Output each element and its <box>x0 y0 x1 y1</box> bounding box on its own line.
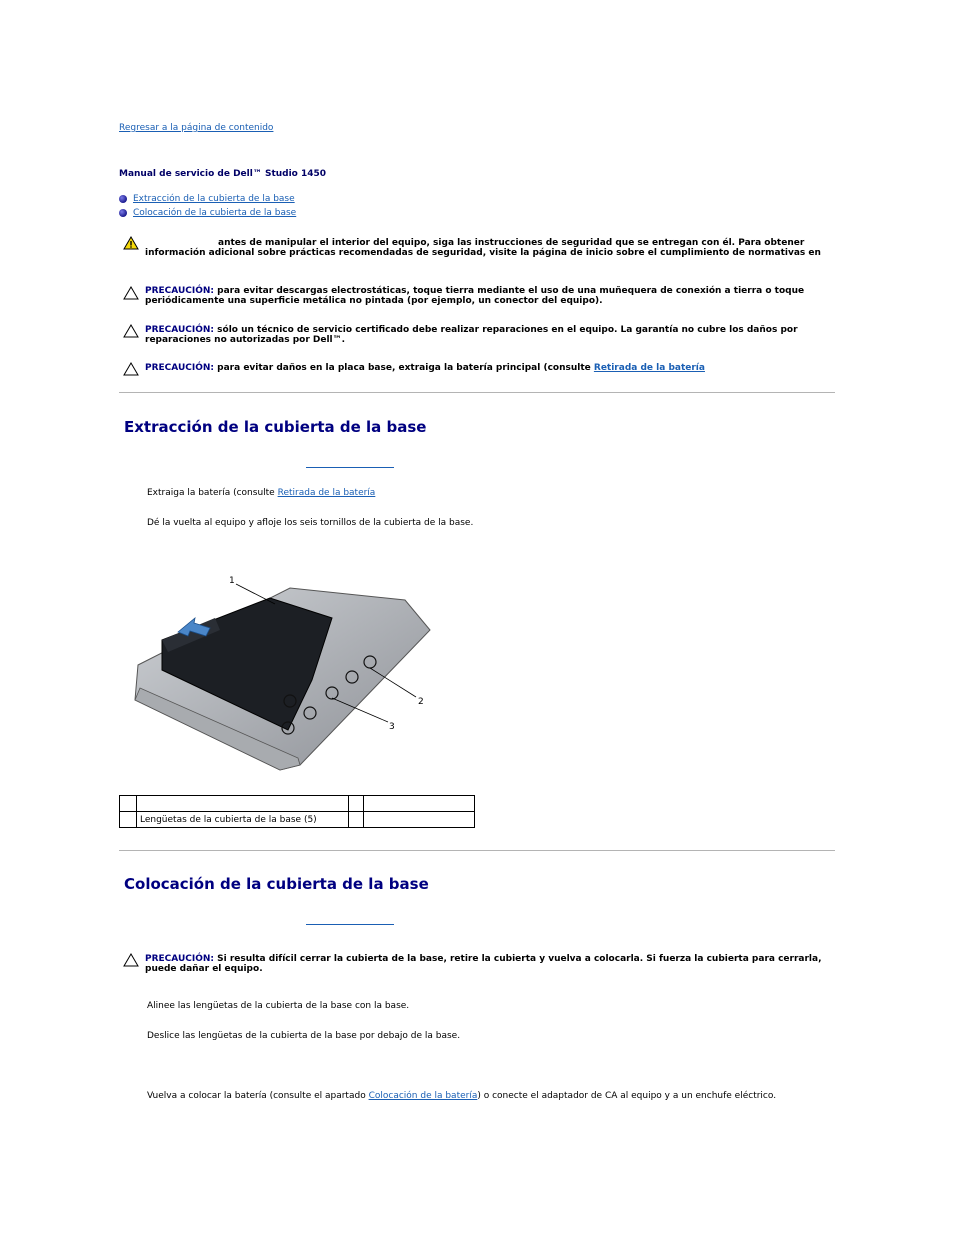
toc-link-replacement[interactable]: Colocación de la cubierta de la base <box>133 208 297 218</box>
table-cell <box>137 796 349 812</box>
back-to-contents-link[interactable]: Regresar a la página de contenido <box>119 123 274 133</box>
table-cell <box>364 812 475 828</box>
section-heading-replacement: Colocación de la cubierta de la base <box>124 875 429 893</box>
removal-step-1 <box>147 488 375 498</box>
table-cell: Lengüetas de la cubierta de la base (5) <box>137 812 349 828</box>
caution-note-esd <box>145 286 835 306</box>
section-heading-removal: Extracción de la cubierta de la base <box>124 418 427 436</box>
warning-icon <box>123 236 139 250</box>
table-cell <box>120 796 137 812</box>
toc-item-removal[interactable] <box>119 194 295 204</box>
callout-1: 1 <box>229 576 235 586</box>
caution-text: para evitar descargas electrostáticas, toque tierra mediante el uso de una muñequera de conexión a tierra o toque periódicamente una superficie metálica no pintada (por ejemplo, un conector del equipo). <box>145 286 805 306</box>
callout-3: 3 <box>389 722 395 732</box>
caution-label: PRECAUCIÓN: <box>145 325 215 335</box>
caution-label: PRECAUCIÓN: <box>145 363 215 373</box>
toc-item-replacement[interactable] <box>119 208 296 218</box>
replacement-step-2: Deslice las lengüetas de la cubierta de la base por debajo de la base. <box>147 1031 461 1041</box>
table-row <box>120 812 475 828</box>
caution-icon <box>123 362 139 376</box>
replacement-step-1: Alinee las lengüetas de la cubierta de la base con la base. <box>147 1001 410 1011</box>
section-divider <box>119 392 835 393</box>
caution-text: para evitar daños en la placa base, extraiga la batería principal (consulte <box>217 363 591 373</box>
step-text: Vuelva a colocar la batería (consulte el apartado <box>147 1091 366 1101</box>
removal-step-2: Dé la vuelta al equipo y afloje los seis tornillos de la cubierta de la base. <box>147 518 474 528</box>
table-cell <box>349 796 364 812</box>
table-cell <box>349 812 364 828</box>
caution-note-battery <box>145 363 835 373</box>
link-underline <box>306 467 394 468</box>
battery-removal-link[interactable]: Retirada de la batería <box>277 488 376 498</box>
caution-icon <box>123 953 139 967</box>
caution-note-technician <box>145 325 835 345</box>
caution-icon <box>123 286 139 300</box>
step-text: ) o conecte el adaptador de CA al equipo y a un enchufe eléctrico. <box>477 1091 777 1101</box>
battery-removal-link[interactable]: Retirada de la batería <box>593 363 705 373</box>
table-cell <box>364 796 475 812</box>
manual-title: Manual de servicio de Dell™ Studio 1450 <box>119 169 327 179</box>
caution-text: sólo un técnico de servicio certificado debe realizar reparaciones en el equipo. La garantía no cubre los daños por reparaciones no autorizadas por Dell™. <box>145 325 798 345</box>
parts-table <box>119 795 475 828</box>
caution-text: Si resulta difícil cerrar la cubierta de la base, retire la cubierta y vuelva a colocarla. Si fuerza la cubierta para cerrarla, puede dañar el equipo. <box>145 954 822 974</box>
caution-icon <box>123 324 139 338</box>
base-cover-illustration <box>120 570 440 775</box>
step-text: Extraiga la batería (consulte <box>147 488 275 498</box>
caution-label: PRECAUCIÓN: <box>145 954 215 964</box>
bullet-icon <box>119 195 127 203</box>
warning-note: antes de manipular el interior del equipo, siga las instrucciones de seguridad que se entregan con él. Para obtener información adicional sobre prácticas recomendadas de seguridad, visite la página de inicio sobre el cumplimiento de normativas en <box>145 238 821 258</box>
table-row <box>120 796 475 812</box>
section-divider <box>119 850 835 851</box>
bullet-icon <box>119 209 127 217</box>
toc-link-removal[interactable]: Extracción de la cubierta de la base <box>133 194 295 204</box>
caution-note-close-cover <box>145 954 835 974</box>
link-underline <box>306 924 394 925</box>
replacement-step-3 <box>147 1091 776 1101</box>
battery-replacement-link[interactable]: Colocación de la batería <box>368 1091 478 1101</box>
caution-label: PRECAUCIÓN: <box>145 286 215 296</box>
callout-2: 2 <box>418 697 424 707</box>
table-cell <box>120 812 137 828</box>
